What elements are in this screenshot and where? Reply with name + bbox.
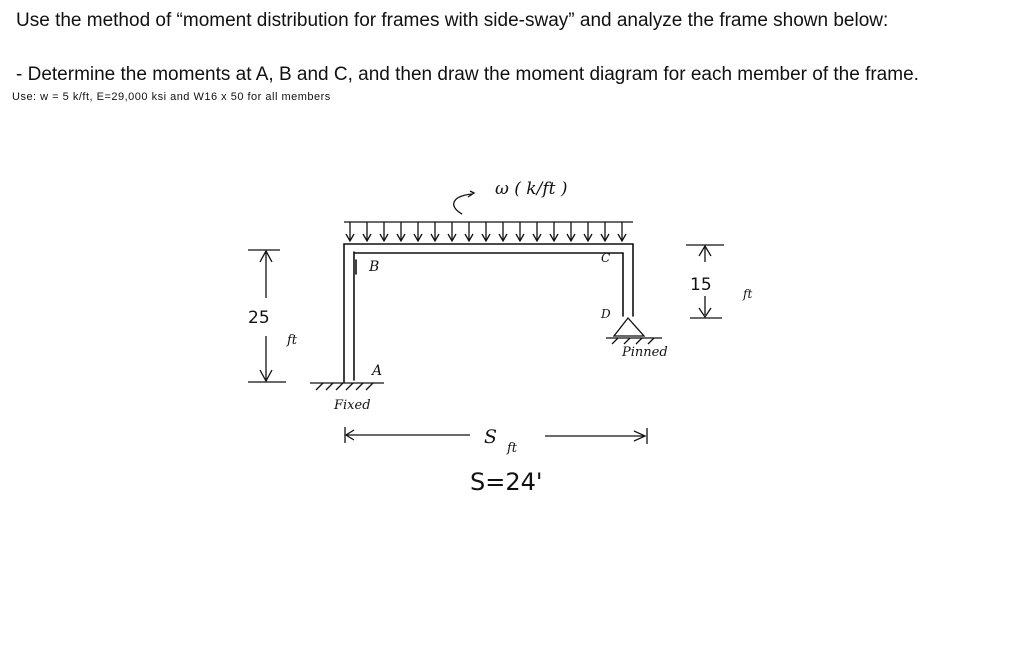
support-label-d: Pinned <box>622 345 668 360</box>
left-height-unit: ft <box>287 333 298 348</box>
load-pointer <box>454 191 474 214</box>
span-value: S <box>484 426 498 448</box>
problem-statement-line-1: Use the method of “moment distribution for frames with side-sway” and analyze the frame shown below: <box>16 10 889 31</box>
node-label-a: A <box>372 363 383 379</box>
support-label-a: Fixed <box>334 398 371 413</box>
span-note: S=24' <box>470 468 543 496</box>
problem-givens: Use: w = 5 k/ft, E=29,000 ksi and W16 x 50 for all members <box>12 91 331 103</box>
problem-statement-line-2: - Determine the moments at A, B and C, and then draw the moment diagram for each member of the frame. <box>16 64 919 85</box>
node-label-d: D <box>601 307 611 321</box>
left-height-value: 25 <box>248 308 270 328</box>
load-label: ω ( k/ft ) <box>495 179 568 199</box>
fixed-support-a <box>310 383 384 390</box>
node-label-c: C <box>601 251 611 265</box>
right-height-value: 15 <box>690 275 712 295</box>
pinned-support-d <box>606 318 662 344</box>
node-label-b: B <box>369 259 380 275</box>
span-unit: ft <box>507 441 518 456</box>
right-height-unit: ft <box>743 287 753 301</box>
distributed-load <box>344 222 633 241</box>
